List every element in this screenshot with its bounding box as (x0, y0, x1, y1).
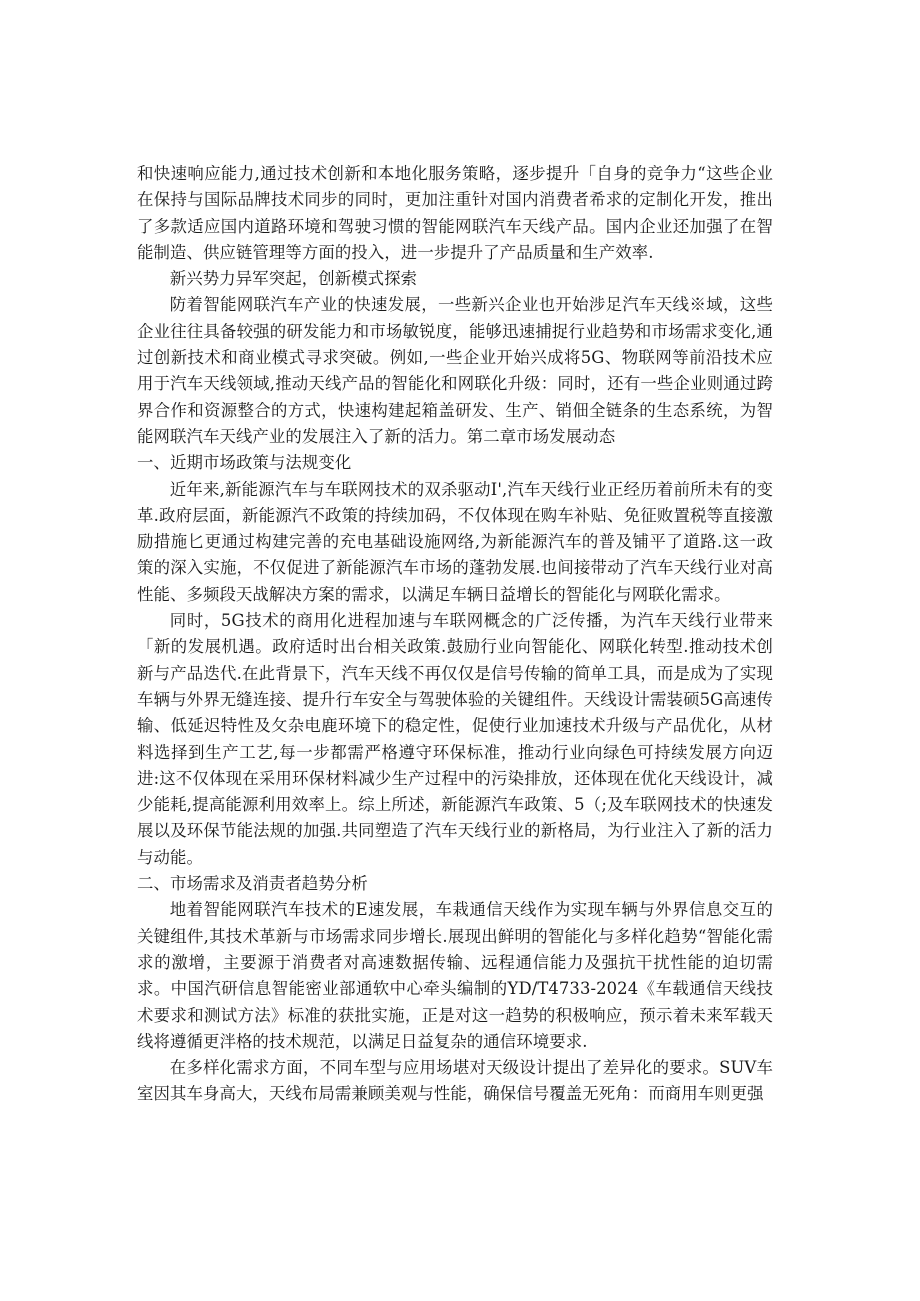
paragraph-diversity: 在多样化需求方面，不同车型与应用场堪对天级设计提出了差异化的要求。SUV车室因其车身高大，天线布局需兼顾美观与性能，确保信号覆盖无死角：而商用车则更强 (137, 1058, 773, 1104)
section-heading-policy: 一、近期市场政策与法规变化 (137, 453, 352, 473)
subsection-heading: 新兴势力异军突起，创新模式探索 (169, 269, 418, 289)
paragraph-policy: 近年来,新能源汽车与车联网技术的双杀驱动I',汽车天线行业正经历着前所未有的变革.政府层面，新能源汽不政策的持续加码，不仅体现在购车补贴、免征败置税等直接激励措施匕更通过构建完善的充电基础设施网络,为新能源汽车的普及铺平了道路.这一政策的深入实施，不仅促进了新能源汽车市场的蓬勃发展.也间接带动了汽车天线行业对高性能、多频段天战解决方案的需求，以满足车辆日益增长的智能化与网联化需求。 (137, 479, 773, 604)
document-body (137, 161, 773, 1108)
section-heading-demand: 二、市场需求及消责者趋势分析 (137, 874, 368, 894)
paragraph-continued: 和快速响应能力,通过技术创新和本地化服务策略，逐步提升「自身的竞争力“这些企业在保持与国际品牌技术同步的同时，更加注重针对国内消费者希求的定制化开发，推出了多款适应国内道路环境和驾驶习惯的智能网联汽车天线产品。国内企业还加强了在智能制造、供应链管理等方面的投入，进一步提升了产品质量和生产效率. (137, 164, 773, 262)
paragraph-5g: 同时，5G技术的商用化进程加速与车联网概念的广泛传播，为汽车天线行业带来「新的发展机遇。政府适时出台相关政策.鼓励行业向智能化、网联化转型.推动技术创新与产品迭代.在此背景下，汽车天线不再仅仅是信号传输的简单工具，而是成为了实现车辆与外界无缝连接、提升行车安全与驾驶体验的关键组件。天线设计需装硕5G高速传输、低延迟特性及攵杂电鹿环境下的稳定性，促使行业加速技术升级与产品优化，从材料选择到生产工艺,每一步都需严格遵守环保标准，推动行业向绿色可持续发展方向迈进:这不仅体现在采用环保材料减少生产过程中的污染排放，还体现在优化天线设计，减少能耗,提高能源利用效率上。综上所述，新能源汽车政策、5（;及车联网技术的快速发展以及环保节能法规的加强.共同塑造了汽车天线行业的新格局，为行业注入了新的活力与动能。 (137, 611, 773, 867)
document-page (137, 161, 773, 1108)
paragraph-emerging-companies: 防着智能网联汽车产业的快速发展，一些新兴企业也开始涉足汽车天线※域，这些企业往往具备较强的研发能力和市场敏锐度，能够迅速捕捉行业趋势和市场需求变化,通过创新技术和商业模式寻求突破。例如,一些企业开始兴成将5G、物联网等前沿技术应用于汽车天线领域,推动天线产品的智能化和网联化升级：同时，还有一些企业则通过跨界合作和资源整合的方式，快速构建起箱盖研发、生产、销佃全链条的生态系统，为智能网联汽车天线产业的发展注入了新的活力。第二章市场发展动态 (137, 295, 773, 446)
paragraph-demand: 地着智能网联汽车技术的E速发展，车栽通信天线作为实现车辆与外界信息交互的关键组件,其技术革新与市场需求同步增长.展现出鲜明的智能化与多样化趋势“智能化需求的激增，主要源于消费者对高速数据传输、远程通信能力及强抗干扰性能的迫切需求。中国汽研信息智能密业部通软中心牵头编制的YD/T4733-2024《车载通信天线技术要求和测试方法》标准的获批实施，正是对这一趋势的积极响应，预示着未来军载天线将遵循更泮格的技术规范，以满足日益复杂的通信环境要求. (137, 900, 773, 1051)
